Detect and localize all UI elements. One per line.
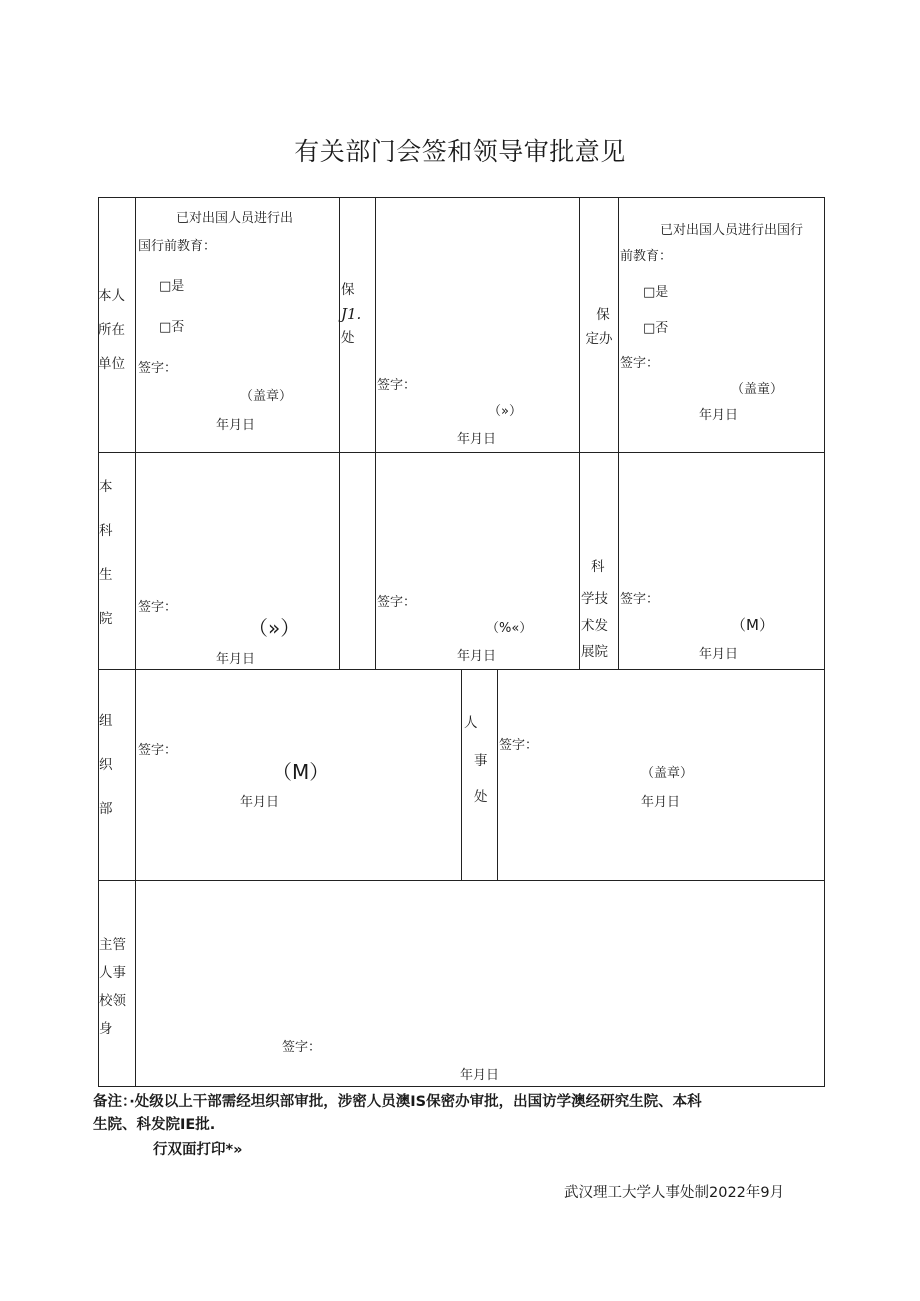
seal-label: （»） [248, 616, 301, 640]
row1-label [98, 288, 125, 372]
sign-label: 签字： [620, 356, 660, 371]
row2-label [99, 479, 113, 627]
mid-label-line: 人 [464, 715, 478, 731]
sign-label: 签字： [138, 743, 178, 758]
mid-label-line: 处 [341, 330, 355, 346]
footer-credit: 武汉理工大学人事处制2022年9月 [564, 1185, 785, 1201]
row3-label [99, 713, 113, 817]
row3-label-line: 组 [99, 713, 113, 729]
row2-label-line: 院 [99, 611, 113, 627]
date-label: 年月日 [641, 795, 681, 810]
seal-label: （盖童） [731, 382, 784, 397]
note-line-1: 备注：·处级以上干部需经坦织部审批，涉密人员澳IS保密办审批，出国访学澳经研究生院、本科 [93, 1094, 702, 1110]
note-line-2: 生院、科发院IE批. [93, 1117, 216, 1133]
row4-label-line: 人事 [99, 965, 126, 981]
date-label: 年月日 [699, 647, 739, 662]
mid-label-line: J1. [341, 305, 362, 323]
row4-label-line: 校领 [99, 993, 126, 1009]
date-label: 年月日 [240, 795, 280, 810]
date-label: 年月日 [216, 652, 256, 667]
mid-label-line: 保 [341, 282, 355, 298]
checkbox-yes-right[interactable]: □是 [643, 285, 669, 300]
date-label: 年月日 [460, 1068, 500, 1083]
row1-right-label [583, 307, 615, 347]
right-label-line: 学技 [581, 591, 608, 607]
date-label: 年月日 [699, 408, 739, 423]
row1-label-line: 单位 [98, 356, 125, 372]
sign-label: 签字： [499, 738, 539, 753]
mid-label-line: 处 [474, 789, 488, 805]
date-label: 年月日 [457, 649, 497, 664]
seal-label: （%«） [486, 621, 533, 636]
date-label: 年月日 [457, 432, 497, 447]
row1-label-line: 所在 [98, 322, 125, 338]
mid-label-line: 事 [474, 753, 488, 769]
seal-label: （盖章） [240, 389, 293, 404]
seal-label: （M） [272, 760, 330, 784]
sign-label: 签字： [620, 592, 660, 607]
row4-label-line: 主管 [99, 937, 126, 953]
checkbox-no-right[interactable]: □否 [643, 321, 669, 336]
row1-mid-label [341, 282, 361, 346]
edu-text-line2: 国行前教育： [138, 239, 217, 254]
right-label-line: 科 [591, 559, 605, 575]
edu-text-line1: 已对出国人员进行出 [176, 211, 294, 226]
edu-text-line1-right: 已对出国人员进行出国行 [660, 223, 804, 238]
right-label-line: 保 [596, 307, 610, 323]
row4-label [99, 937, 126, 1037]
right-label-line: 术发 [581, 618, 608, 634]
checkbox-no-left[interactable]: □否 [159, 320, 185, 335]
row3-label-line: 织 [99, 757, 113, 773]
seal-label: （»） [488, 404, 522, 419]
sign-label: 签字： [377, 595, 417, 610]
sign-label: 签字： [138, 600, 178, 615]
row2-label-line: 科 [99, 523, 113, 539]
seal-label: （盖章） [641, 766, 694, 781]
right-label-line: 展院 [581, 644, 608, 660]
date-label: 年月日 [216, 418, 256, 433]
row3-mid-label [464, 715, 494, 805]
sign-label: 签字： [138, 361, 178, 376]
edu-text-line2-right: 前教育： [620, 249, 673, 264]
row2-label-line: 本 [99, 479, 113, 495]
sign-label: 签字： [377, 378, 417, 393]
right-label-line: 定办 [585, 331, 613, 347]
checkbox-yes-left[interactable]: □是 [159, 279, 185, 294]
row2-right-label [581, 559, 617, 660]
row1-label-line: 本人 [98, 288, 125, 304]
sign-label: 签字： [282, 1040, 322, 1055]
seal-label: （M） [731, 616, 774, 634]
row2-label-line: 生 [99, 567, 113, 583]
note-line-3: 行双面打印*» [153, 1142, 243, 1158]
row4-label-line: 身 [99, 1021, 113, 1037]
page-title: 有关部门会签和领导审批意见 [294, 137, 626, 166]
row3-label-line: 部 [99, 801, 113, 817]
